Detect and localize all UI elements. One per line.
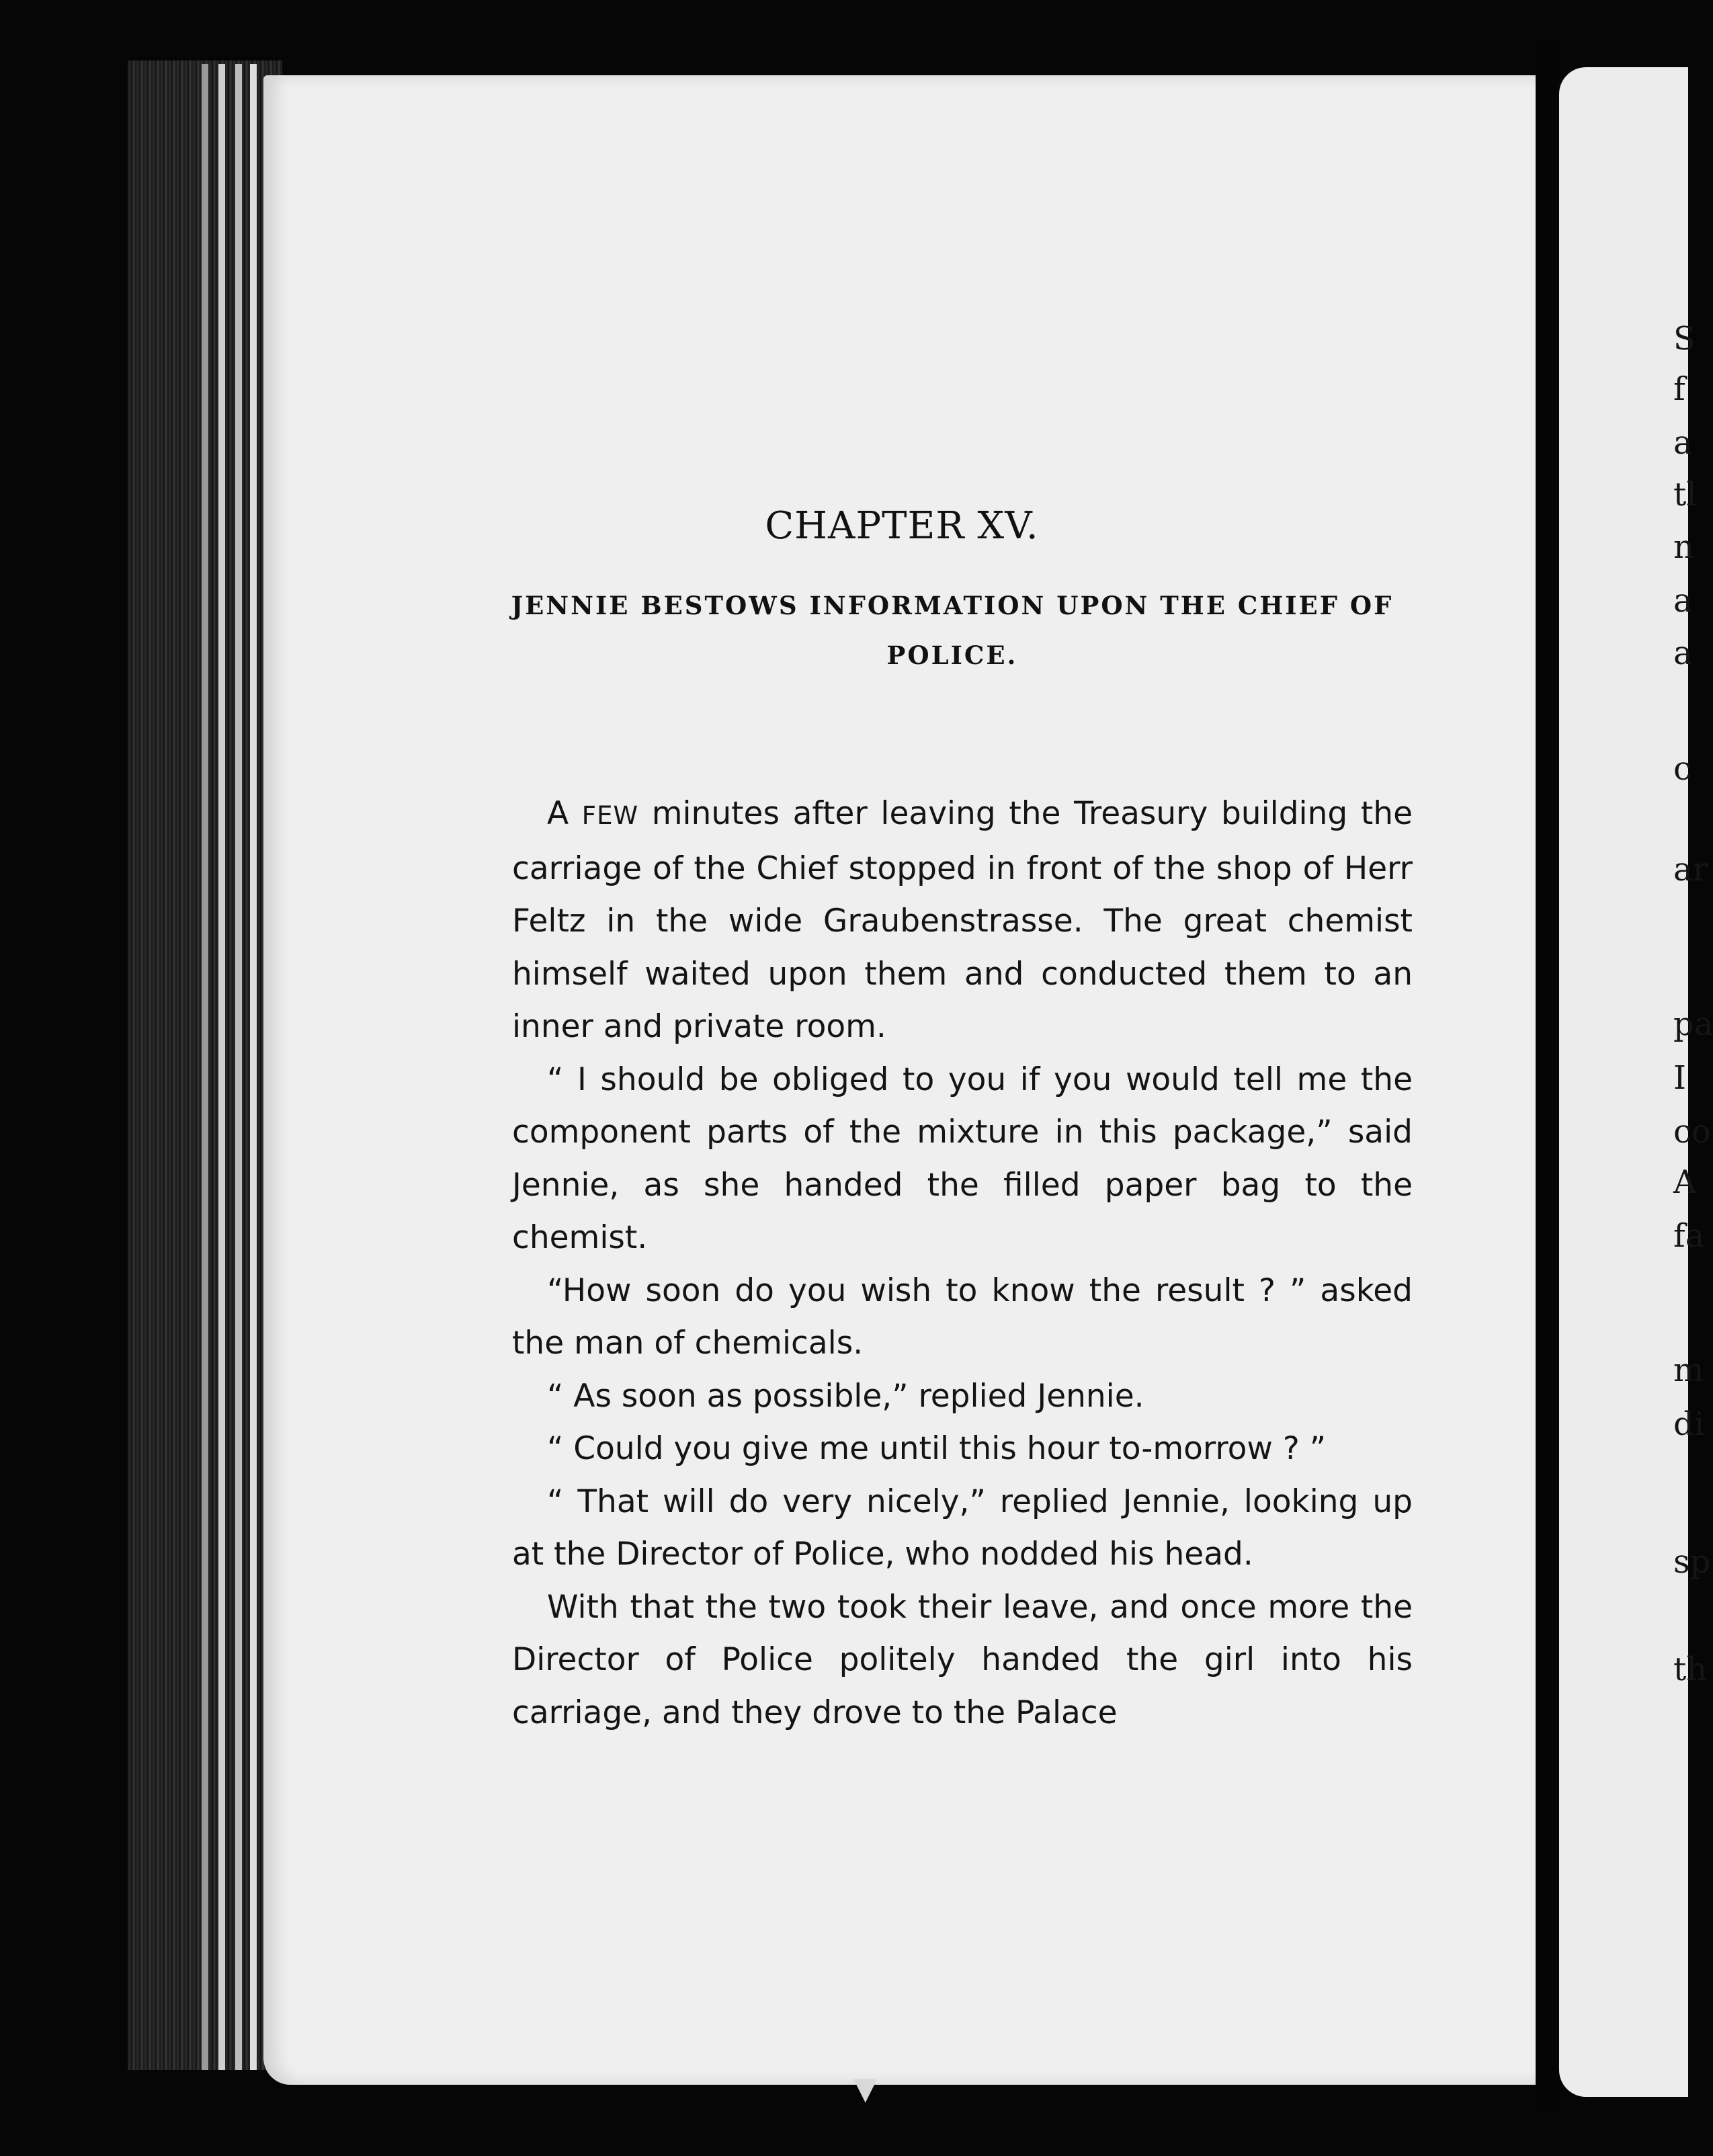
paragraph: “ As soon as possible,” replied Jennie. bbox=[547, 1377, 1144, 1415]
paragraph: A FEW minutes after leaving the Treasury building the carriage of the Chief stopped in front of the shop of Herr Feltz in the wide Graubenstrasse. The great chemist himself waited upon them and conducted them to an inner and private room. bbox=[512, 795, 1413, 1045]
adjacent-fragment: th bbox=[1673, 1651, 1708, 1688]
adjacent-fragment: m bbox=[1673, 1352, 1704, 1389]
adjacent-fragment: A bbox=[1673, 1163, 1697, 1201]
adjacent-fragment: I bbox=[1673, 1059, 1686, 1097]
chapter-title: CHAPTER XV. bbox=[765, 504, 1039, 548]
adjacent-fragment: ar bbox=[1673, 851, 1708, 888]
page-edge-line bbox=[218, 64, 225, 2070]
paragraph: “ That will do very nicely,” replied Jennie, looking up at the Director of Police, who nodded his head. bbox=[512, 1483, 1413, 1573]
adjacent-fragment: a bbox=[1673, 424, 1693, 462]
adjacent-fragment: c bbox=[1673, 750, 1691, 788]
adjacent-fragment: S bbox=[1673, 320, 1696, 358]
adjacent-fragment: a bbox=[1673, 582, 1693, 620]
adjacent-fragment: a bbox=[1673, 634, 1693, 672]
adjacent-fragment: sp bbox=[1673, 1543, 1711, 1581]
adjacent-fragment: di bbox=[1673, 1405, 1705, 1443]
paragraph: With that the two took their leave, and once more the Director of Police politely handed the girl into his carriage, and they drove to the Palace bbox=[512, 1588, 1413, 1731]
smallcaps-word: FEW bbox=[581, 801, 639, 830]
paragraph: “ I should be obliged to you if you would tell me the component parts of the mixture in this package,” said Jennie, as she handed the filled paper bag to the chemist. bbox=[512, 1061, 1413, 1256]
chapter-subtitle: JENNIE BESTOWS INFORMATION UPON THE CHIEF OF POLICE. bbox=[511, 591, 1394, 670]
book-gutter bbox=[1536, 40, 1556, 2110]
adjacent-fragment: co bbox=[1673, 1113, 1711, 1151]
adjacent-fragment: n bbox=[1673, 528, 1694, 566]
adjacent-fragment: f bbox=[1673, 370, 1685, 408]
paragraph: “How soon do you wish to know the result ? ” asked the man of chemicals. bbox=[512, 1272, 1413, 1362]
chapter-body bbox=[512, 788, 1413, 1739]
page-edge-line bbox=[202, 64, 208, 2070]
page-edge-line bbox=[250, 64, 257, 2070]
page-edge-line bbox=[235, 64, 242, 2070]
adjacent-fragment: tl bbox=[1673, 476, 1697, 513]
book-page bbox=[263, 75, 1540, 2085]
adjacent-fragment: pa bbox=[1673, 1005, 1713, 1043]
paragraph: “ Could you give me until this hour to-morrow ? ” bbox=[547, 1430, 1327, 1467]
adjacent-fragment: fa bbox=[1673, 1217, 1705, 1255]
bottom-ornament-icon: ▼ bbox=[853, 2070, 878, 2106]
adjacent-page bbox=[1559, 67, 1713, 2097]
